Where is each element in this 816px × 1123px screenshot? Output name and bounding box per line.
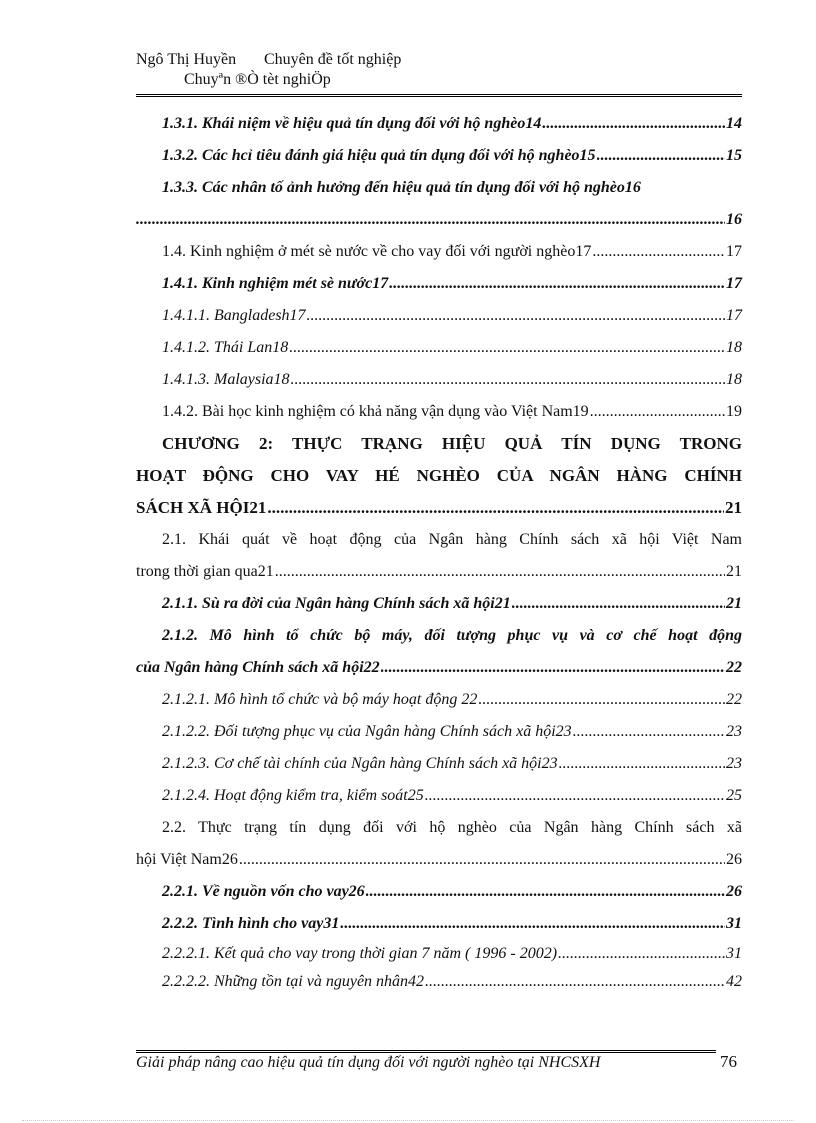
toc-entry-text: 1.4.1.2. Thái Lan18 — [162, 339, 289, 356]
toc-entry-page: 26 — [726, 851, 742, 868]
toc-entry-text: 2.1.2.4. Hoạt động kiểm tra, kiểm soát25 — [162, 787, 424, 804]
toc-entry-text: 1.4.2. Bài học kinh nghiệm có khả năng vận dụng vào Việt Nam19 — [162, 403, 589, 420]
toc-entry-text: 1.3.2. Các hcỉ tiêu đánh giá hiệu quả tín dụng đối với hộ nghèo15 — [162, 147, 596, 164]
toc-entry-2-1-2[interactable] — [136, 620, 742, 684]
toc-entry-2-2-2[interactable] — [136, 908, 742, 940]
toc-entry-page: 19 — [726, 403, 742, 420]
header-author: Ngô Thị Huyền — [136, 51, 237, 68]
page-footer — [136, 1054, 742, 1072]
toc-entry-1-4-1-2[interactable] — [136, 332, 742, 364]
chapter-title-line: HOẠT ĐỘNG CHO VAY HÉ NGHÈO CỦA NGÂN HÀNG CHÍNH — [136, 466, 742, 485]
toc-entry-page: 22 — [726, 659, 742, 676]
toc-entry-text: 2.1.1. Sù ra đời của Ngân hàng Chính sách xã hội21 — [162, 595, 511, 612]
toc-chapter-2[interactable] — [136, 428, 742, 524]
toc-entry-1-4-1[interactable] — [136, 268, 742, 300]
toc-entry-2-1[interactable] — [136, 524, 742, 588]
toc-entry-page: 21 — [725, 498, 742, 517]
toc-entry-1-3-3[interactable] — [136, 172, 742, 236]
toc-entry-text: 2.2.2.2. Những tồn tại và nguyên nhân42 — [162, 973, 425, 990]
toc-entry-text: 2.2.2.1. Kết quả cho vay trong thời gian 7 năm ( 1996 - 2002) — [162, 945, 558, 962]
page-header — [136, 50, 401, 90]
toc-entry-page: 15 — [726, 147, 742, 164]
header-rule — [136, 94, 742, 97]
toc-entry-page: 26 — [726, 883, 742, 900]
toc-entry-page: 16 — [726, 211, 742, 228]
toc-entry-text: 2.1.2.1. Mô hình tổ chức và bộ máy hoạt động 22 — [162, 691, 478, 708]
toc-entry-page: 17 — [726, 275, 742, 292]
toc-entry-page: 42 — [726, 973, 742, 990]
toc-entry-text: 2.2.1. Về nguồn vốn cho vay26 — [162, 883, 365, 900]
page-bottom-border — [22, 1120, 794, 1121]
header-title: Chuyên đề tốt nghiệp — [264, 51, 402, 68]
toc-entry-1-4-1-1[interactable] — [136, 300, 742, 332]
toc-entry-text: 1.4. Kinh nghiệm ở mét sè nước về cho vay đối với người nghèo17 — [162, 243, 592, 260]
toc-entry-text: 2.1.2.2. Đối tượng phục vụ của Ngân hàng Chính sách xã hội23 — [162, 723, 572, 740]
toc-entry-text: 2.2. Thực trạng tín dụng đối với hộ nghèo của Ngân hàng Chính sách xã — [162, 819, 742, 836]
toc-entry-page: 23 — [726, 755, 742, 772]
chapter-title-line: CHƯƠNG 2: THỰC TRẠNG HIỆU QUẢ TÍN DỤNG TRONG — [162, 434, 742, 453]
footer-rule — [136, 1050, 716, 1053]
toc-entry-text: hội Việt Nam26 — [136, 851, 238, 868]
toc-entry-page: 21 — [726, 563, 742, 580]
toc-entry-1-3-2[interactable] — [136, 140, 742, 172]
toc-entry-page: 31 — [726, 945, 742, 962]
toc-entry-2-1-1[interactable] — [136, 588, 742, 620]
toc-entry-text: 2.1. Khái quát về hoạt động của Ngân hàng Chính sách xã hội Việt Nam — [162, 531, 742, 548]
toc-entry-text: của Ngân hàng Chính sách xã hội22 — [136, 659, 380, 676]
toc-entry-2-2[interactable] — [136, 812, 742, 876]
toc-entry-2-2-1[interactable] — [136, 876, 742, 908]
toc-entry-1-4-1-3[interactable] — [136, 364, 742, 396]
toc-entry-1-4-2[interactable] — [136, 396, 742, 428]
toc-entry-page: 18 — [726, 339, 742, 356]
toc-entry-1-4[interactable] — [136, 236, 742, 268]
header-title-garbled: Chuyªn ®Ò tèt nghiÖp — [184, 71, 331, 88]
toc-entry-page: 21 — [726, 595, 742, 612]
toc-entry-2-2-2-2[interactable] — [136, 968, 742, 996]
toc-entry-page: 25 — [726, 787, 742, 804]
toc-entry-text: 1.4.1.1. Bangladesh17 — [162, 307, 306, 324]
page-number: 76 — [720, 1052, 737, 1071]
toc-entry-text: 1.3.3. Các nhân tố ảnh hưởng đến hiệu quả tín dụng đối với hộ nghèo16 — [162, 179, 641, 196]
toc-entry-text: 1.3.1. Khái niệm về hiệu quả tín dụng đối với hộ nghèo14 — [162, 115, 542, 132]
chapter-title-line: SÁCH XÃ HỘI21 — [136, 498, 267, 517]
toc-entry-text: trong thời gian qua21 — [136, 563, 274, 580]
footer-text: Giải pháp nâng cao hiệu quả tín dụng đối với người nghèo tại NHCSXH — [136, 1054, 601, 1071]
toc-entry-text: 2.1.2.3. Cơ chế tài chính của Ngân hàng Chính sách xã hội23 — [162, 755, 558, 772]
toc-entry-2-1-2-3[interactable] — [136, 748, 742, 780]
toc-entry-text: 1.4.1. Kinh nghiệm mét sè nước17 — [162, 275, 389, 292]
toc-entry-page: 22 — [726, 691, 742, 708]
toc-entry-page: 17 — [726, 307, 742, 324]
toc-entry-text: 1.4.1.3. Malaysia18 — [162, 371, 290, 388]
toc-entry-2-1-2-2[interactable] — [136, 716, 742, 748]
toc-entry-2-1-2-1[interactable] — [136, 684, 742, 716]
toc-entry-text: 2.2.2. Tình hình cho vay31 — [162, 915, 340, 932]
toc-entry-text: 2.1.2. Mô hình tổ chức bộ máy, đối tượng phục vụ và cơ chế hoạt động — [162, 627, 742, 644]
toc-entry-1-3-1[interactable] — [136, 108, 742, 140]
toc-entry-page: 31 — [726, 915, 742, 932]
toc-entry-page: 17 — [726, 243, 742, 260]
toc-entry-2-1-2-4[interactable] — [136, 780, 742, 812]
table-of-contents — [136, 108, 742, 996]
toc-entry-page: 14 — [726, 115, 742, 132]
toc-entry-page: 18 — [726, 371, 742, 388]
toc-entry-page: 23 — [726, 723, 742, 740]
toc-entry-2-2-2-1[interactable] — [136, 940, 742, 968]
